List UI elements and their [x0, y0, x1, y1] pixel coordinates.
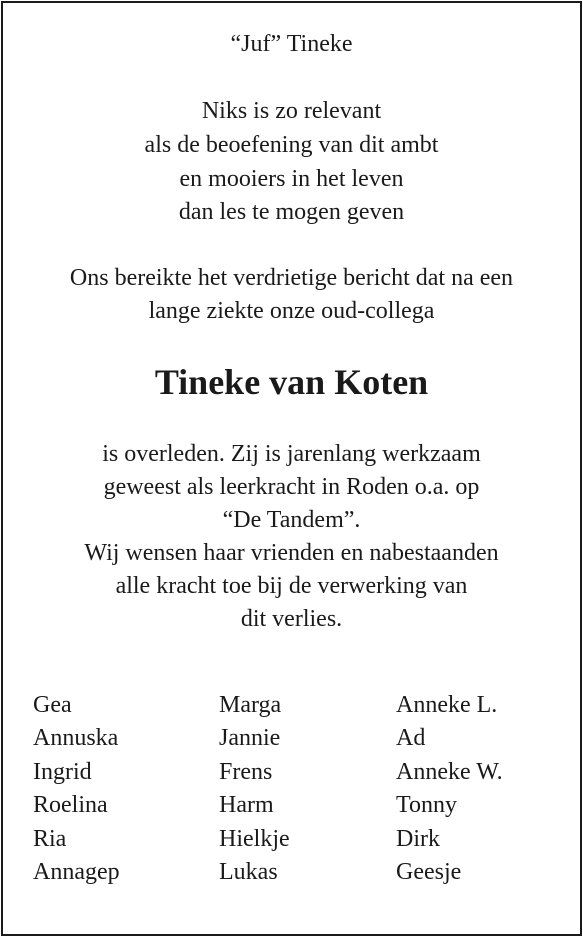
signatories-column-1 [33, 689, 120, 889]
signatory-name: Tonny [396, 792, 457, 819]
intro-line: Ons bereikte het verdrietige bericht dat na een [69, 265, 514, 291]
signatory-name: Jannie [219, 725, 281, 752]
signatory-name: Geesje [396, 859, 462, 886]
poem-line: als de beoefening van dit ambt [144, 132, 439, 158]
message-line: Wij wensen haar vrienden en nabestaanden [84, 540, 499, 566]
poem-line: Niks is zo relevant [201, 98, 382, 124]
signatory-name: Dirk [396, 825, 440, 852]
signatory-name: Roelina [33, 792, 108, 819]
signatory-name: Lukas [219, 859, 278, 886]
signatory-name: Ad [396, 725, 426, 752]
signatory-name: Frens [219, 758, 273, 785]
deceased-name: Tineke van Koten [154, 362, 429, 402]
message-line: is overleden. Zij is jarenlang werkzaam [102, 441, 481, 467]
signatory-name: Ria [33, 825, 67, 852]
signatories-column-3 [396, 689, 503, 889]
signatory-name: Ingrid [33, 758, 92, 785]
signatory-name: Harm [219, 792, 274, 819]
signatory-name: Hielkje [219, 825, 290, 852]
signatory-name: Marga [219, 692, 282, 718]
message-line: alle kracht toe bij de verwerking van [115, 573, 468, 599]
signatory-name: Annuska [33, 725, 119, 752]
message-line: geweest als leerkracht in Roden o.a. op [103, 474, 480, 500]
signatory-name: Annagep [33, 859, 120, 886]
message-line: dit verlies. [240, 606, 343, 632]
signatory-name: Gea [33, 692, 72, 718]
intro-line: lange ziekte onze oud-collega [148, 298, 435, 324]
message-line: “De Tandem”. [222, 507, 361, 533]
poem-line: en mooiers in het leven [179, 166, 404, 192]
signatories-column-2 [219, 689, 290, 889]
signatory-name: Anneke W. [396, 758, 503, 785]
notice-heading: “Juf” Tineke [230, 31, 353, 57]
signatory-name: Anneke L. [396, 692, 498, 718]
poem-line: dan les te mogen geven [178, 199, 405, 225]
